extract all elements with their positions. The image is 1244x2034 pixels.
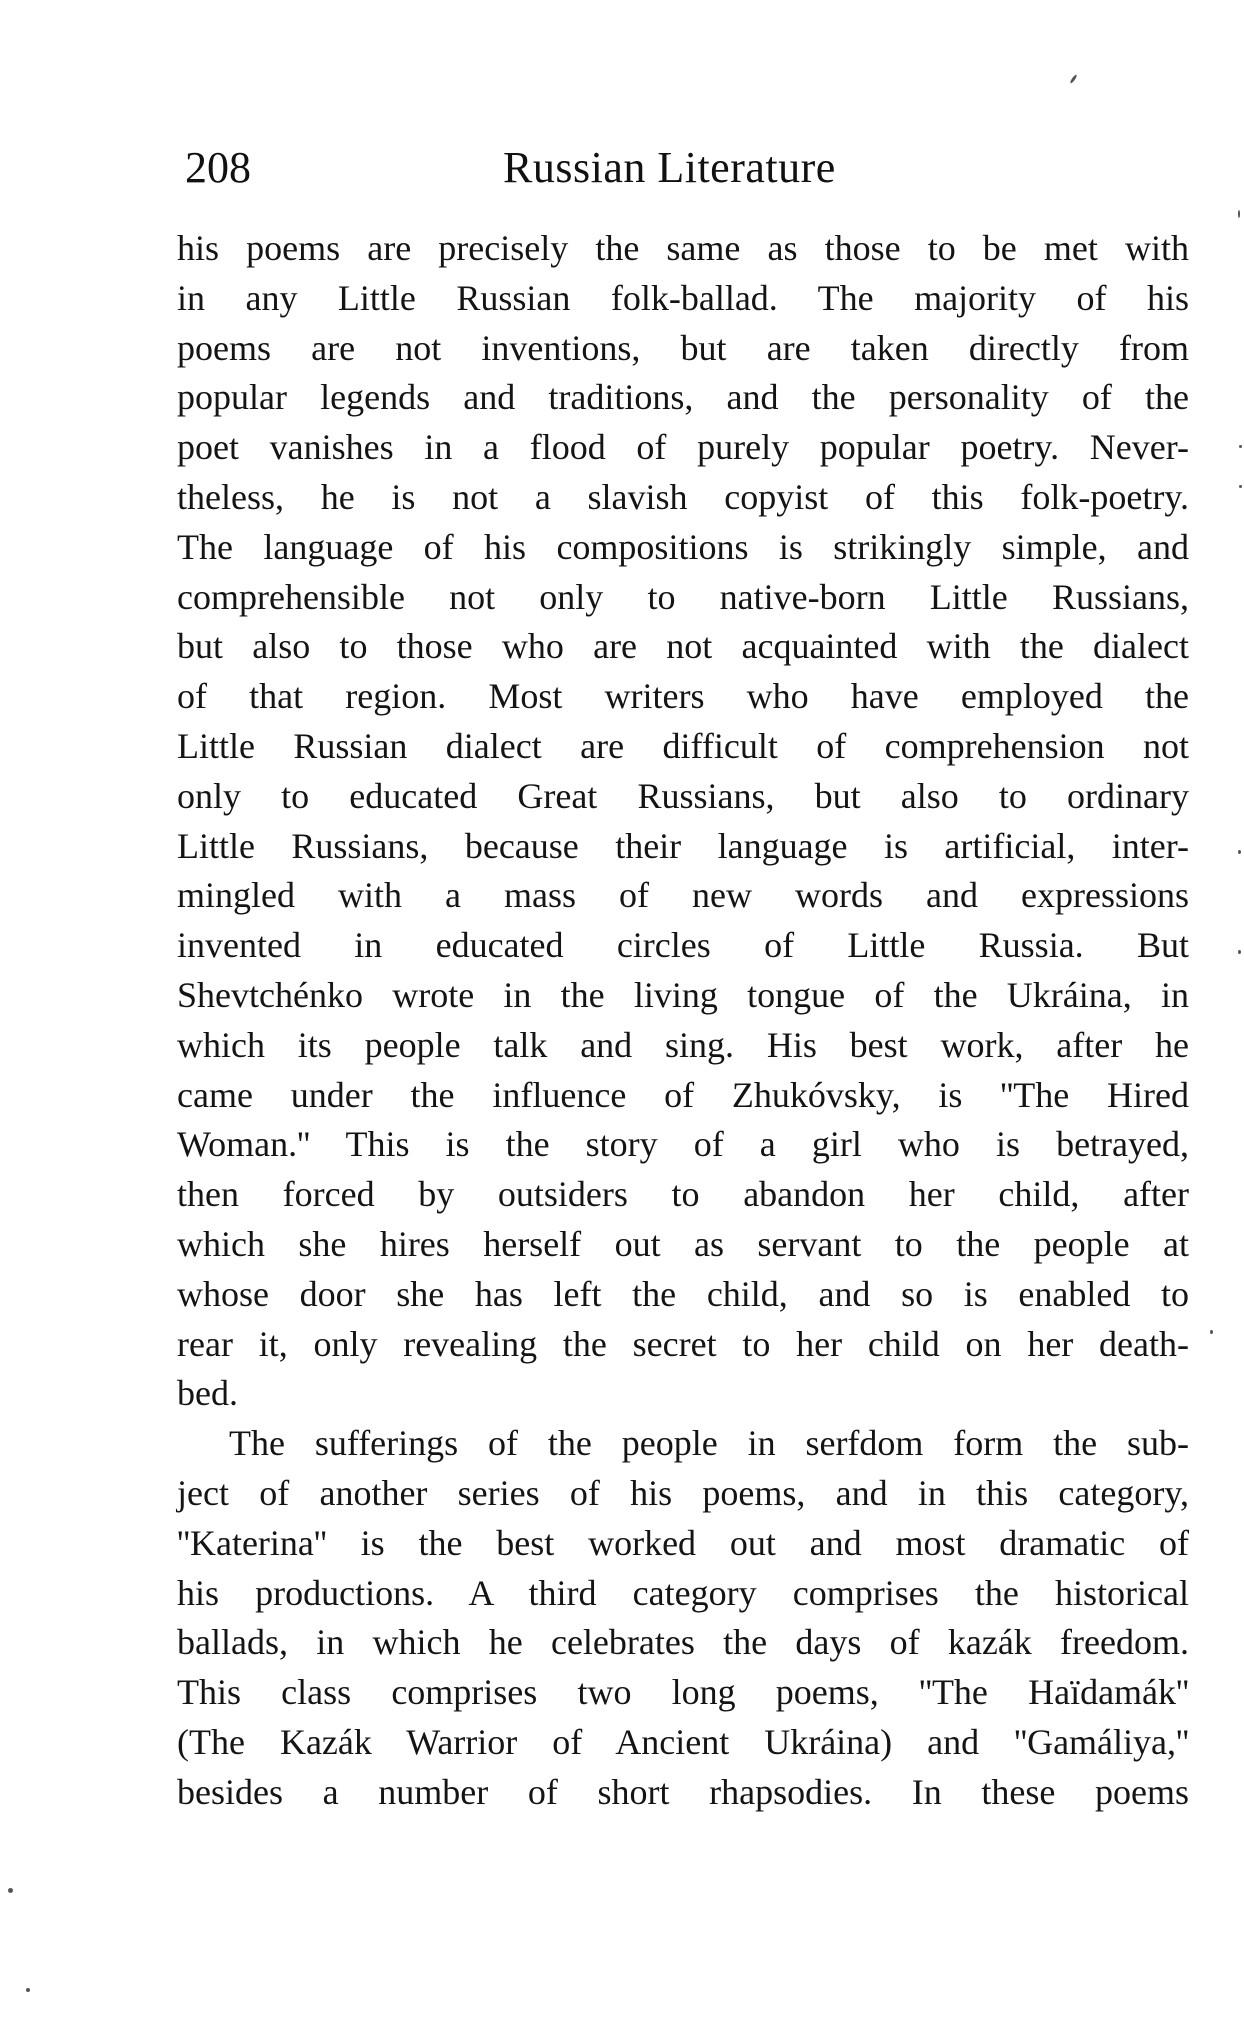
text-line: which she hires herself out as servant to the people at: [177, 1223, 1189, 1264]
scan-speck: [8, 1888, 13, 1893]
text-line: poems are not inventions, but are taken directly from: [177, 327, 1189, 368]
paragraph-2: [177, 1419, 1189, 1817]
scan-speck: [1238, 210, 1240, 218]
body-text: [177, 224, 1189, 1818]
text-line: came under the influence of Zhukóvsky, is ''The Hired: [177, 1074, 1189, 1115]
text-line: (The Kazák Warrior of Ancient Ukráina) and ''Gamáliya,'': [177, 1721, 1189, 1762]
text-line: The language of his compositions is strikingly simple, and: [177, 526, 1189, 567]
text-line: in any Little Russian folk-ballad. The majority of his: [177, 277, 1189, 318]
text-line: whose door she has left the child, and so is enabled to: [177, 1273, 1189, 1314]
scan-speck: [1238, 950, 1241, 954]
text-line: which its people talk and sing. His best work, after he: [177, 1024, 1189, 1065]
text-line: mingled with a mass of new words and expressions: [177, 875, 1189, 916]
text-line: then forced by outsiders to abandon her child, after: [177, 1174, 1189, 1215]
text-line: but also to those who are not acquainted with the dialect: [177, 626, 1189, 667]
scan-speck: [1239, 485, 1242, 488]
text-line: ballads, in which he celebrates the days of kazák freedom.: [177, 1622, 1189, 1663]
text-line: his poems are precisely the same as those to be met with: [177, 228, 1189, 268]
text-line: of that region. Most writers who have employed the: [177, 676, 1189, 717]
text-line: comprehensible not only to native-born Little Russians,: [177, 576, 1189, 617]
scan-speck: [26, 1988, 30, 1992]
text-line: besides a number of short rhapsodies. In these poems: [177, 1771, 1189, 1812]
text-line: This class comprises two long poems, ''The Haïdamák'': [177, 1672, 1189, 1713]
text-line: poet vanishes in a flood of purely popular poetry. Never-: [177, 427, 1189, 468]
scan-speck: [1239, 445, 1242, 448]
text-line: Shevtchénko wrote in the living tongue of the Ukráina, in: [177, 974, 1189, 1015]
text-line: rear it, only revealing the secret to her child on her death-: [177, 1323, 1189, 1364]
text-line: theless, he is not a slavish copyist of this folk-poetry.: [177, 476, 1189, 517]
page-number: 208: [185, 143, 251, 192]
text-line: popular legends and traditions, and the personality of the: [177, 377, 1189, 418]
text-line: Little Russians, because their language is artificial, inter-: [177, 825, 1189, 866]
text-line: ject of another series of his poems, and in this category,: [177, 1472, 1189, 1513]
text-line: ''Katerina'' is the best worked out and most dramatic of: [177, 1522, 1189, 1563]
text-line: his productions. A third category comprises the historical: [177, 1572, 1189, 1613]
scan-speck: [1210, 1330, 1213, 1334]
text-line: bed.: [177, 1373, 238, 1414]
running-title: Russian Literature: [503, 143, 836, 192]
text-line: only to educated Great Russians, but also to ordinary: [177, 775, 1189, 816]
paragraph-1: [177, 224, 1189, 1419]
page-header: [185, 138, 1185, 198]
text-line: Woman.'' This is the story of a girl who is betrayed,: [177, 1124, 1189, 1165]
text-line: invented in educated circles of Little Russia. But: [177, 925, 1189, 966]
scan-speck: [1069, 74, 1077, 84]
text-line: The sufferings of the people in serfdom form the sub-: [229, 1423, 1189, 1464]
scan-speck: [1238, 850, 1241, 854]
text-line: Little Russian dialect are difficult of comprehension not: [177, 725, 1189, 766]
